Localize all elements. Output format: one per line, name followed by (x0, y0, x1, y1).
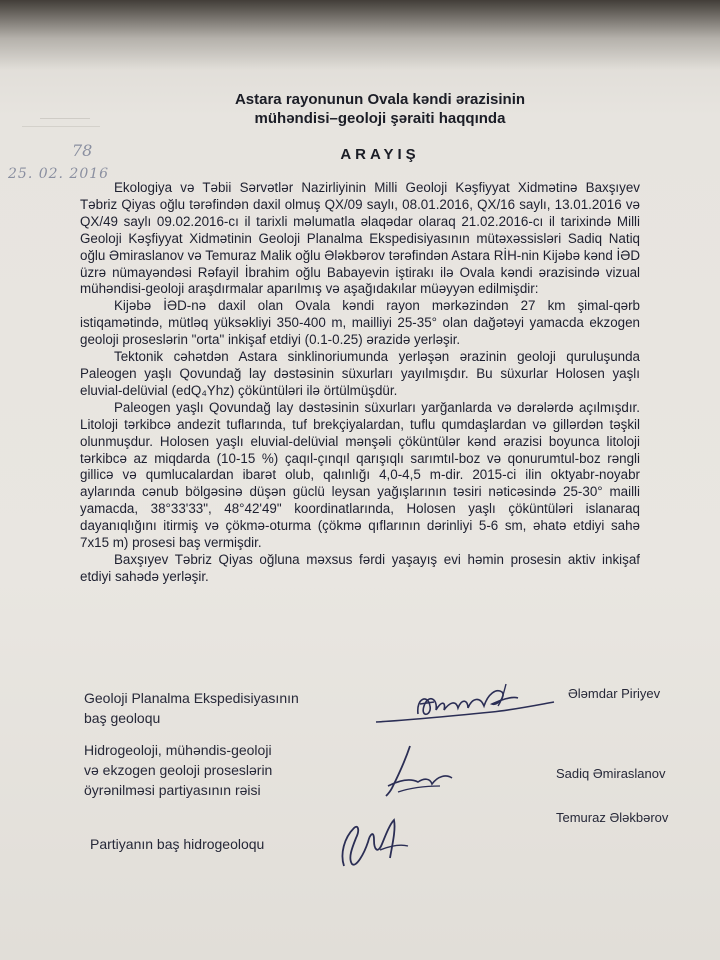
body-paragraph: Baxşıyev Təbriz Qiyas oğluna məxsus fərdi yaşayış evi həmin prosesin aktiv inkişaf etdiyi sahədə yerləşir. (80, 551, 640, 584)
signatory-role (84, 740, 272, 800)
role-line: baş geoloqu (84, 710, 161, 726)
document-title: ARAYIŞ (340, 146, 420, 163)
body-paragraph: Kijəbə İƏD-nə daxil olan Ovala kəndi rayon mərkəzindən 27 km şimal-qərb istiqamətində, mütləq yüksəkliyi 350-400 m, mailliyi 25-35° olan dağətəyi yamacda ekzogen geoloji proseslərin "orta" inkişaf etdiyi (0.1-0.25) ərazidə yerləşir. (80, 298, 640, 348)
handwritten-signature (380, 742, 460, 802)
handwritten-registry-number: 78 (72, 141, 93, 160)
signatory-role (90, 834, 264, 854)
body-paragraph: Ekologiya və Təbii Sərvətlər Nazirliyinin Milli Geoloji Kəşfiyyat Xidmətinə Baxşıyev Təbriz Qiyas oğlu tərəfindən daxil olmuş QX/09 saylı, 08.01.2016, QX/16 saylı, 13.01.2016 və QX/49 saylı 09.02.2016-cı il tarixli məlumatla əlaqədar olaraq 21.02.2016-cı il tarixində Milli Geoloji Kəşfiyyat Xidmətinin Geoloji Planalma Ekspedisiyasının mütəxəssisləri Sadiq Natiq oğlu Əmiraslanov və Temuraz Malik oğlu Ələkbərov tərəfindən Astara RİH-nin Kijəbə kənd İƏD üzrə nümayəndəsi Rəfayil İbrahim oğlu Babayevin iştirakı ilə Ovala kəndi ərazisində vizual mühəndisi-geoloji araşdırmalar aparılmış və aşağıdakılar müəyyən edilmişdir: (80, 180, 640, 297)
signatory-role (84, 688, 299, 728)
body-paragraph: Paleogen yaşlı Qovundağ lay dəstəsinin süxurları yarğanlarda və dərələrdə açılmışdır. Litoloji tərkibcə andezit tuflarında, tuf brekçiyalardan, tuflu qumdaşlardan və gillərdən təşkil olunmuşdur. Holosen yaşlı eluvial-delüvial mənşəli çöküntülər kənd ərazisi boyunca litoloji tərkibcə az miqdarda (10-15 %) çaqıl-çınqıl qarışıqlı sarımtıl-boz və qonurumtul-boz rəngli gillicə və qumlucalardan ibarət olub, qalınlığı 4,0-4,5 m-dir. 2015-ci ilin oktyabr-noyabr aylarında cənub bölgəsinə düşən güclü leysan yağışlarının təsiri nəticəsində 25-30° mailli yamacda, 38°33'33", 48°42'49" koordinatlarında, Holosen yaşlı çöküntüləri islanaraq dayanıqlığını itirmiş və çökmə-oturma (çökmə qıflarının dərinliyi 5-6 sm, əhatə etdiyi sahə 7x15 m) prosesi baş vermişdir. (80, 399, 640, 551)
signatory-name: Sadiq Əmiraslanov (556, 766, 666, 781)
handwritten-signature (334, 814, 414, 872)
role-line: Partiyanın baş hidrogeoloqu (90, 836, 265, 852)
role-line: öyrənilməsi partiyasının rəisi (84, 782, 261, 798)
handwritten-registry-date: 25. 02. 2016 (8, 166, 110, 182)
signatory-name: Temuraz Ələkbərov (556, 810, 669, 825)
body-paragraph: Tektonik cəhətdən Astara sinklinoriumunda yerləşən ərazinin geoloji quruluşunda Paleogen yaşlı Qovundağ lay dəstəsinin süxurları yayılmışdır. Bu süxurlar Holosen yaşlı eluvial-delüvial (edQ₄Yhz) çöküntüləri ilə örtülmüşdür. (80, 349, 640, 398)
handwritten-signature (372, 676, 562, 728)
role-line: Geoloji Planalma Ekspedisiyasının (84, 690, 299, 706)
signatory-name: Ələmdar Piriyev (568, 686, 661, 701)
heading-line-1: Astara rayonunun Ovala kəndi ərazisinin (234, 91, 526, 108)
heading-line-2: mühəndisi–geoloji şəraiti haqqında (254, 110, 506, 127)
role-line: və ekzogen geoloji proseslərin (84, 762, 273, 778)
role-line: Hidrogeoloji, mühəndis-geoloji (84, 742, 272, 758)
